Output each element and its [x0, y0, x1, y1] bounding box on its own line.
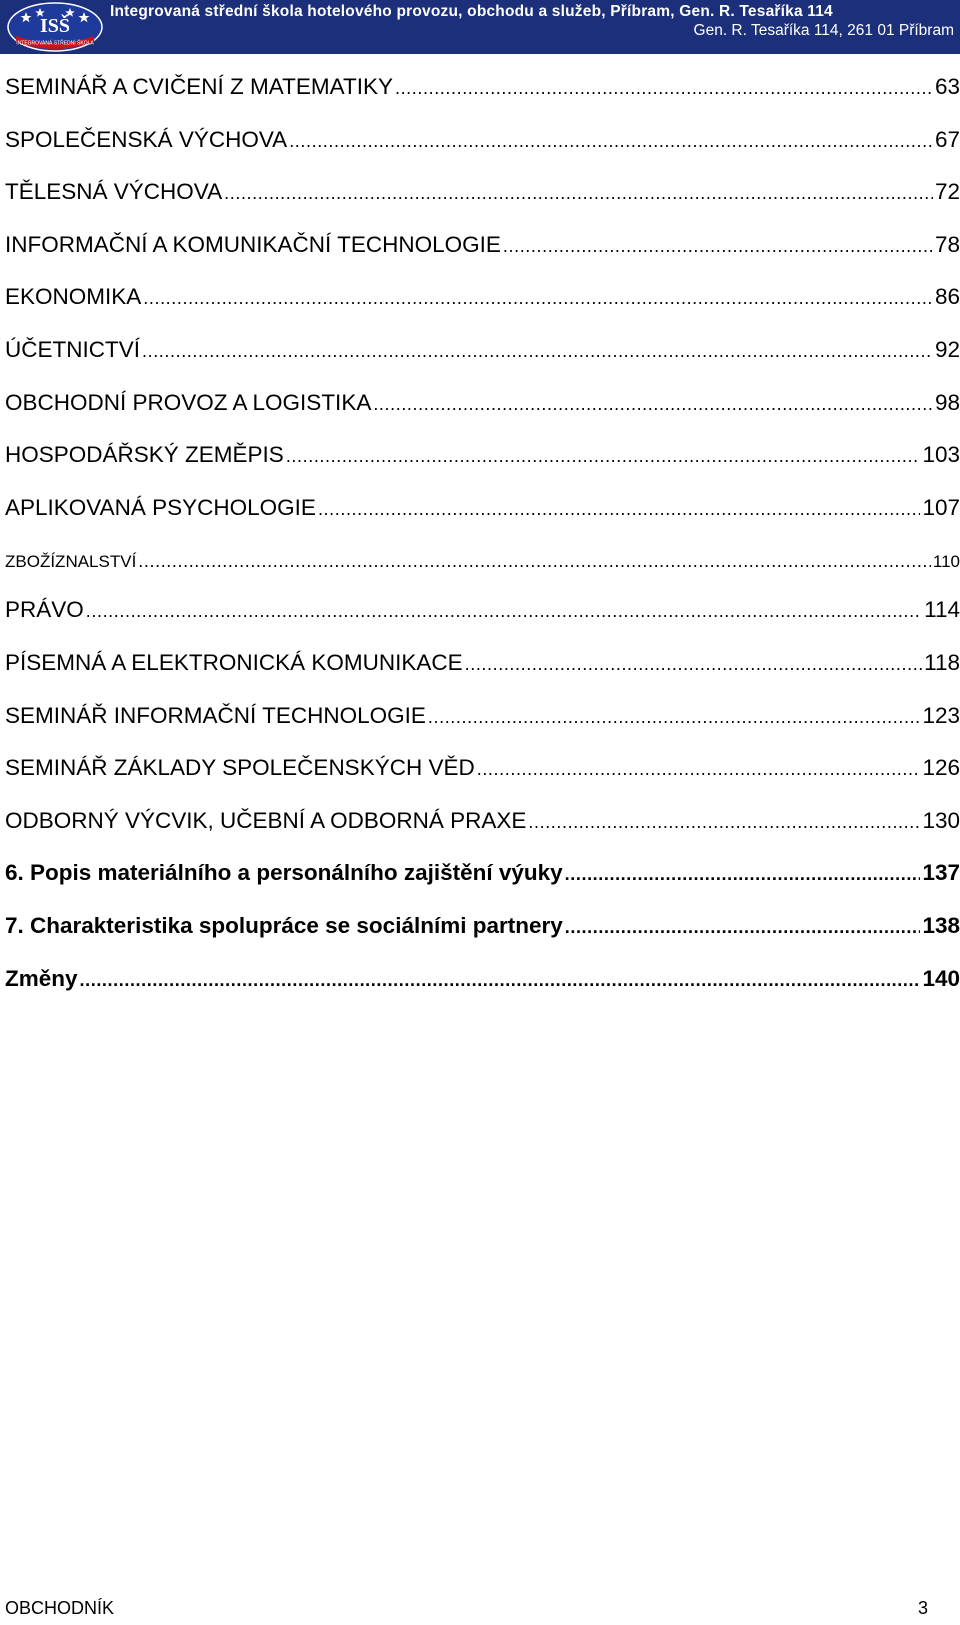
toc-entry[interactable]	[5, 74, 960, 127]
toc-entry-page: 72	[934, 179, 960, 205]
toc-entry[interactable]	[5, 808, 960, 861]
toc-entry-label: SEMINÁŘ INFORMAČNÍ TECHNOLOGIE	[5, 702, 426, 728]
toc-entry-label: APLIKOVANÁ PSYCHOLOGIE	[5, 494, 316, 520]
school-address: Gen. R. Tesaříka 114, 261 01 Příbram	[693, 22, 954, 39]
toc-entry-page: 140	[922, 965, 960, 991]
logo-text: ISŠ	[39, 15, 71, 37]
toc-entry-page: 103	[922, 442, 960, 468]
toc-entry[interactable]	[5, 232, 960, 285]
header-banner	[0, 0, 960, 54]
toc-entry[interactable]	[5, 860, 960, 913]
toc-leader-dots	[80, 970, 921, 991]
toc-entry[interactable]	[5, 390, 960, 443]
toc-entry-page: 130	[922, 807, 960, 833]
toc-entry-page: 63	[934, 74, 960, 99]
toc-entry-label: 6. Popis materiálního a personálního zajištění výuky	[5, 860, 563, 886]
toc-entry[interactable]	[5, 547, 960, 597]
toc-leader-dots	[565, 917, 921, 938]
toc-entry-label: Změny	[5, 965, 78, 991]
toc-leader-dots	[373, 394, 933, 415]
toc-entry-label: ZBOŽÍZNALSTVÍ	[5, 552, 137, 572]
toc-entry-page: 86	[934, 284, 960, 310]
toc-entry[interactable]	[5, 966, 960, 1019]
table-of-contents	[5, 74, 960, 1018]
toc-entry-label: PÍSEMNÁ A ELEKTRONICKÁ KOMUNIKACE	[5, 649, 463, 675]
toc-entry-label: SEMINÁŘ ZÁKLADY SPOLEČENSKÝCH VĚD	[5, 755, 475, 781]
toc-entry-page: 92	[934, 336, 960, 362]
toc-entry[interactable]	[5, 650, 960, 703]
toc-entry-page: 67	[934, 126, 960, 152]
toc-entry-page: 114	[924, 597, 960, 623]
toc-leader-dots	[465, 654, 923, 675]
toc-entry-page: 110	[932, 552, 960, 572]
toc-leader-dots	[286, 446, 921, 467]
toc-entry-page: 118	[924, 649, 960, 675]
toc-entry-label: OBCHODNÍ PROVOZ A LOGISTIKA	[5, 389, 372, 415]
logo-ribbon-text: INTEGROVANÁ STŘEDNÍ ŠKOLA	[16, 40, 94, 47]
toc-leader-dots	[224, 183, 933, 204]
toc-leader-dots	[395, 78, 933, 99]
toc-entry-page: 123	[922, 702, 960, 728]
toc-entry[interactable]	[5, 179, 960, 232]
school-logo	[6, 2, 104, 52]
toc-entry-page: 137	[922, 860, 960, 886]
toc-entry-label: HOSPODÁŘSKÝ ZEMĚPIS	[5, 442, 284, 468]
toc-entry-page: 78	[934, 231, 960, 257]
toc-leader-dots	[528, 812, 920, 833]
toc-entry[interactable]	[5, 127, 960, 180]
toc-entry[interactable]	[5, 442, 960, 495]
toc-leader-dots	[318, 499, 921, 520]
toc-leader-dots	[477, 759, 921, 780]
toc-leader-dots	[503, 236, 933, 257]
toc-entry[interactable]	[5, 755, 960, 808]
toc-entry-label: 7. Charakteristika spolupráce se sociálními partnery	[5, 912, 563, 938]
toc-entry-label: INFORMAČNÍ A KOMUNIKAČNÍ TECHNOLOGIE	[5, 231, 501, 257]
toc-entry[interactable]	[5, 597, 960, 650]
toc-entry-label: EKONOMIKA	[5, 284, 142, 310]
toc-entry-label: SEMINÁŘ A CVIČENÍ Z MATEMATIKY	[5, 74, 393, 99]
toc-leader-dots	[138, 551, 931, 572]
toc-leader-dots	[565, 864, 921, 885]
toc-entry-page: 126	[922, 755, 960, 781]
school-name: Integrovaná střední škola hotelového provozu, obchodu a služeb, Příbram, Gen. R. Tesaříka 114	[110, 3, 833, 20]
footer-program-name: OBCHODNÍK	[5, 1598, 115, 1618]
toc-entry-page: 107	[922, 494, 960, 520]
toc-entry[interactable]	[5, 913, 960, 966]
toc-entry-label: ÚČETNICTVÍ	[5, 336, 140, 362]
toc-leader-dots	[143, 288, 933, 309]
footer-page-number: 3	[917, 1598, 928, 1618]
toc-leader-dots	[86, 601, 922, 622]
toc-leader-dots	[428, 707, 921, 728]
toc-entry-page: 98	[934, 389, 960, 415]
toc-entry-label: ODBORNÝ VÝCVIK, UČEBNÍ A ODBORNÁ PRAXE	[5, 807, 527, 833]
toc-entry-page: 138	[922, 912, 960, 938]
toc-entry[interactable]	[5, 495, 960, 548]
toc-entry-label: SPOLEČENSKÁ VÝCHOVA	[5, 126, 288, 152]
toc-entry-label: PRÁVO	[5, 597, 84, 623]
toc-entry-label: TĚLESNÁ VÝCHOVA	[5, 179, 223, 205]
toc-leader-dots	[289, 131, 933, 152]
toc-entry[interactable]	[5, 284, 960, 337]
toc-entry[interactable]	[5, 337, 960, 390]
toc-leader-dots	[142, 341, 933, 362]
toc-entry[interactable]	[5, 703, 960, 756]
